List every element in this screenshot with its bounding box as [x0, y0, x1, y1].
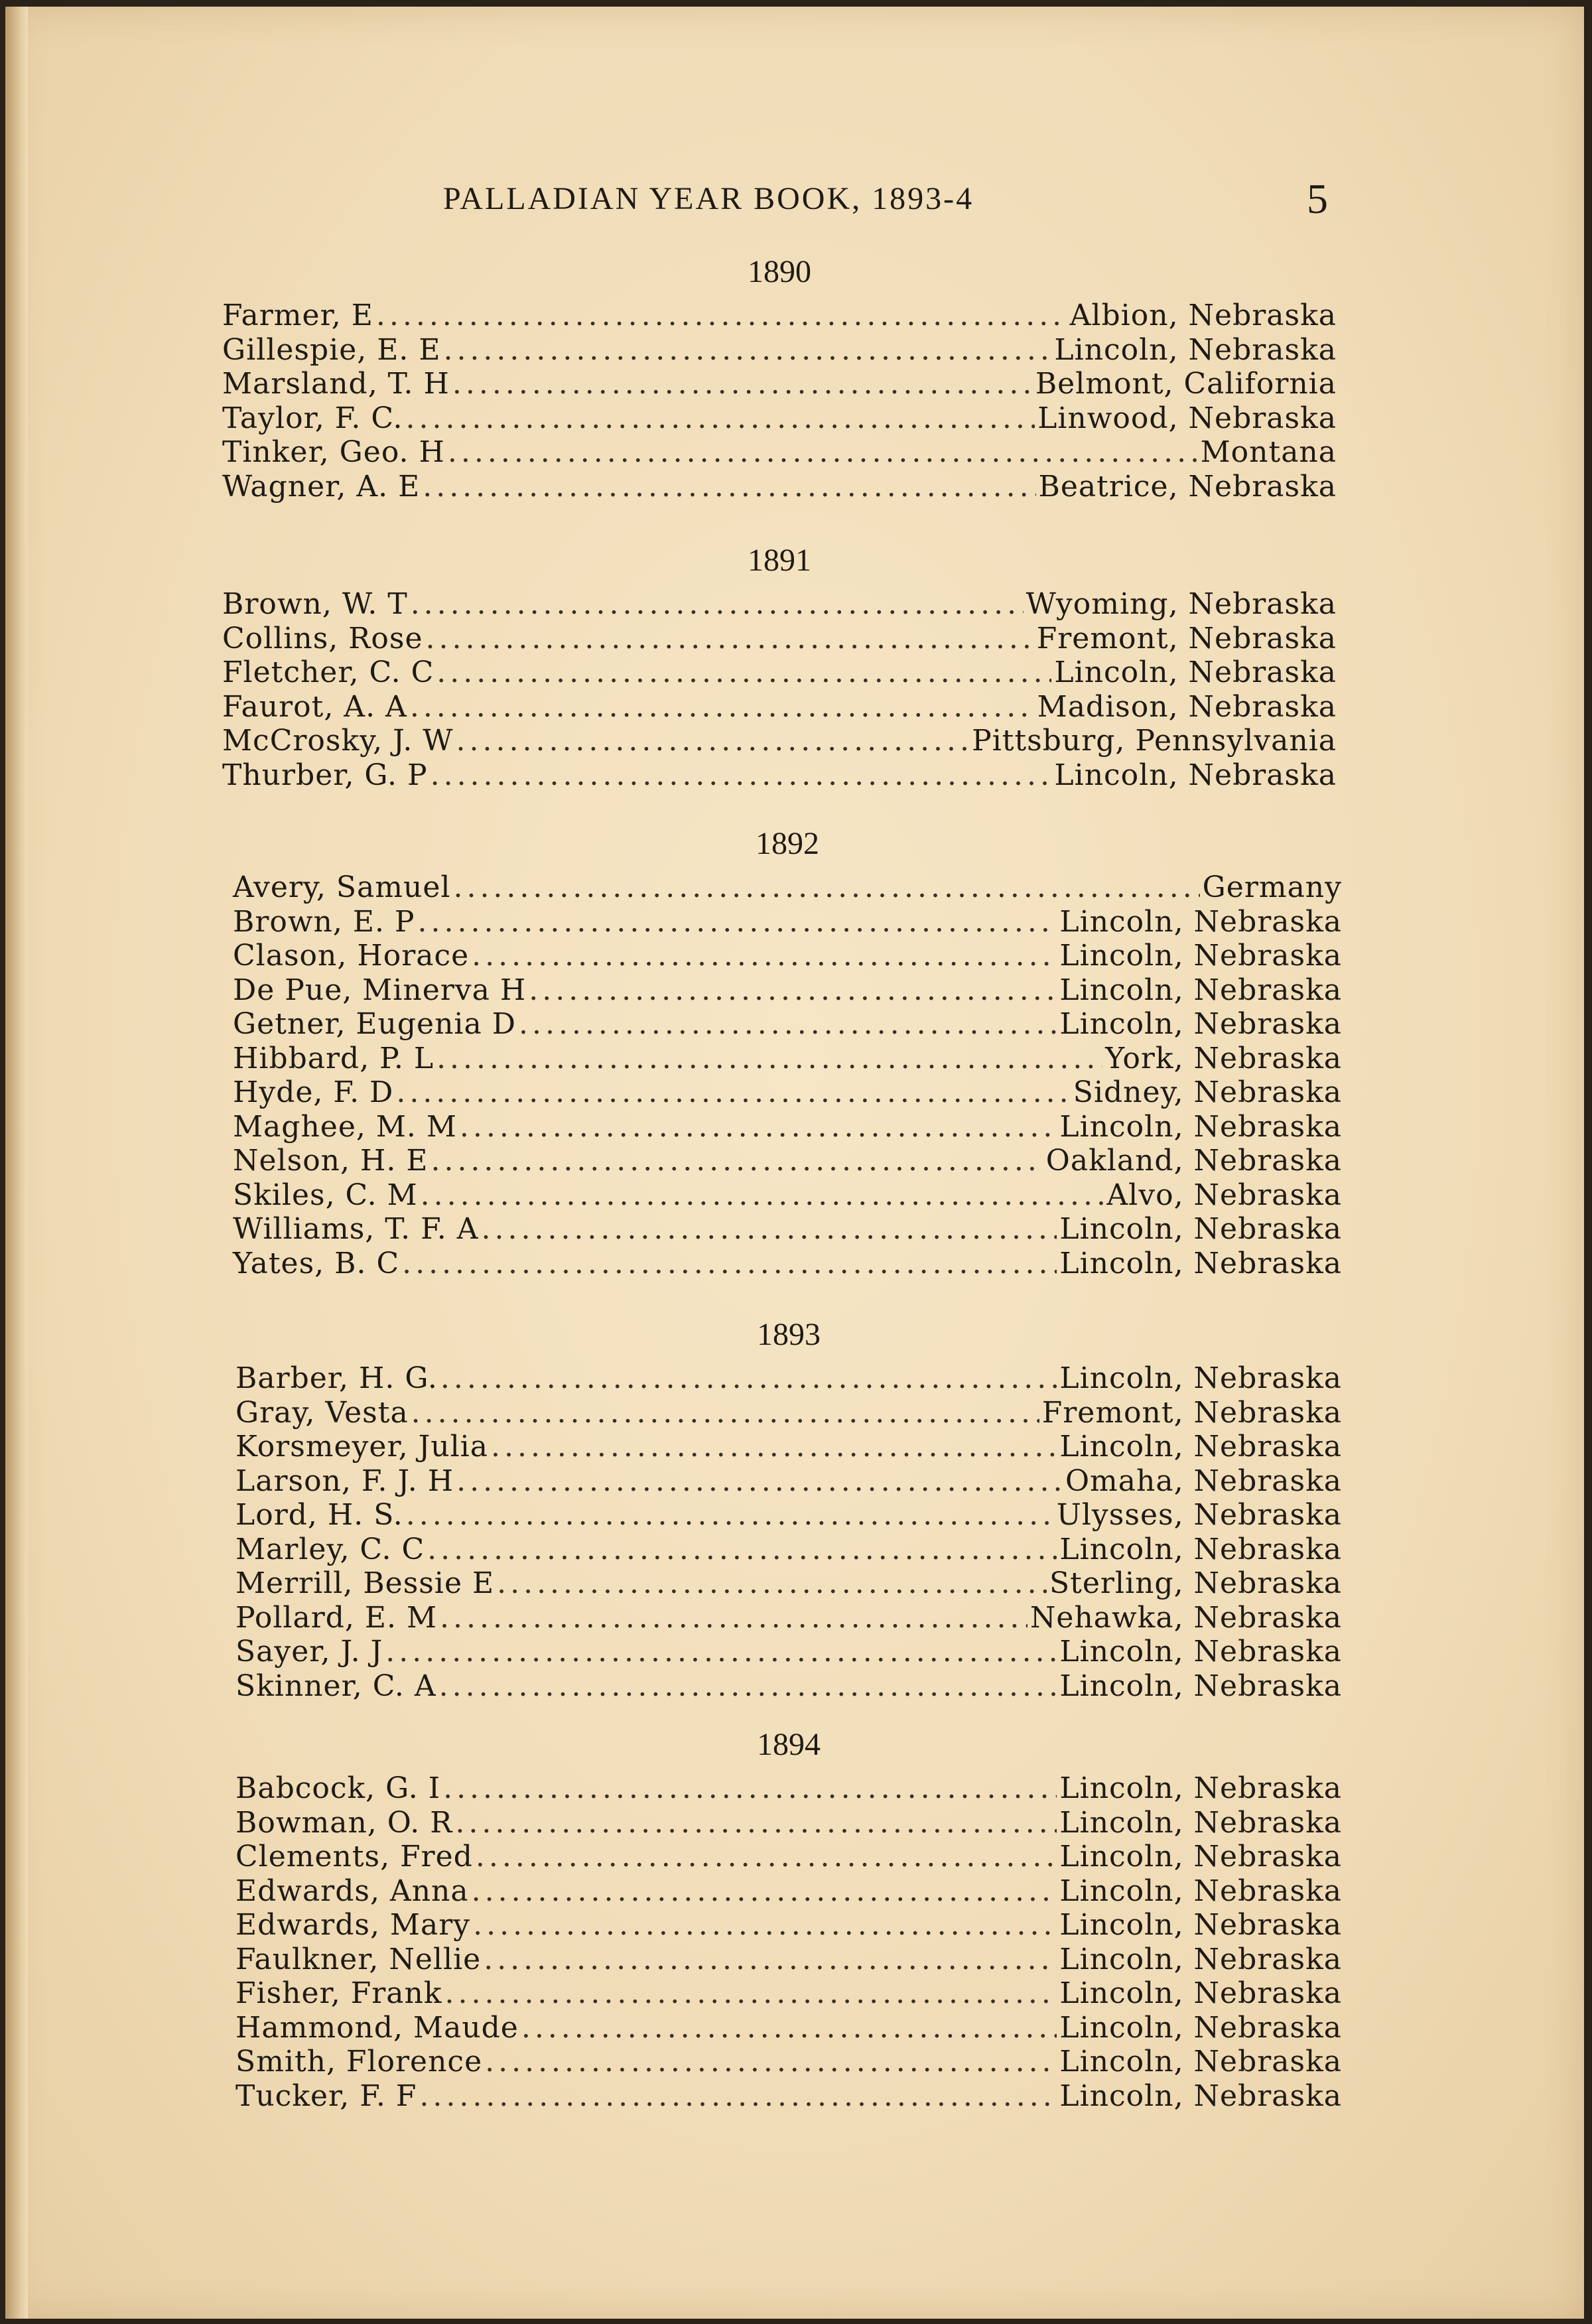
- list-item: [222, 470, 1337, 504]
- list-item: [235, 1943, 1342, 1977]
- list-item: [235, 1840, 1342, 1874]
- page-number: 5: [1307, 175, 1328, 222]
- dot-leader: [411, 587, 1024, 622]
- member-location: Lincoln, Nebraska: [1059, 2010, 1342, 2045]
- member-location: Fremont, Nebraska: [1036, 621, 1337, 655]
- member-location: Alvo, Nebraska: [1106, 1178, 1342, 1212]
- member-name: Collins, Rose: [222, 621, 423, 655]
- list-item: [222, 724, 1337, 758]
- member-location: Wyoming, Nebraska: [1026, 587, 1337, 621]
- entry-list: [235, 1361, 1342, 1703]
- member-name: Bowman, O. R: [235, 1805, 453, 1840]
- member-location: Lincoln, Nebraska: [1059, 2045, 1342, 2079]
- member-location: Fremont, Nebraska: [1041, 1395, 1342, 1430]
- dot-leader: [419, 2079, 1057, 2114]
- member-location: Lincoln, Nebraska: [1059, 1908, 1342, 1942]
- member-location: Belmont, California: [1035, 367, 1337, 401]
- entry-list: [235, 1771, 1342, 2113]
- list-item: [235, 1669, 1342, 1704]
- member-location: Lincoln, Nebraska: [1059, 973, 1342, 1007]
- member-location: Lincoln, Nebraska: [1059, 1430, 1342, 1464]
- dot-leader: [436, 1042, 1102, 1076]
- list-item: [235, 1464, 1342, 1499]
- dot-leader: [448, 435, 1198, 470]
- dot-leader: [440, 1601, 1028, 1635]
- list-item: [235, 1498, 1342, 1533]
- member-name: Avery, Samuel: [233, 870, 451, 904]
- list-item: [233, 1178, 1342, 1213]
- list-item: [233, 1007, 1342, 1042]
- entry-list: [222, 587, 1337, 792]
- dot-leader: [421, 1178, 1104, 1213]
- dot-leader: [439, 1669, 1057, 1704]
- list-item: [222, 587, 1337, 622]
- member-name: Tucker, F. F: [235, 2079, 417, 2113]
- dot-leader: [423, 470, 1035, 504]
- member-name: Edwards, Anna: [235, 1874, 469, 1908]
- member-name: Brown, W. T: [222, 587, 408, 621]
- dot-leader: [443, 1771, 1057, 1806]
- list-item: [233, 1144, 1342, 1178]
- list-item: [233, 870, 1342, 905]
- member-name: Gray, Vesta: [235, 1395, 409, 1430]
- list-item: [233, 1247, 1342, 1281]
- dot-leader: [456, 724, 970, 758]
- member-name: Fletcher, C. C: [222, 655, 434, 689]
- member-location: Lincoln, Nebraska: [1059, 1246, 1342, 1280]
- member-location: Omaha, Nebraska: [1065, 1464, 1342, 1498]
- list-item: [222, 435, 1337, 470]
- list-item: [235, 2011, 1342, 2045]
- entry-list: [233, 870, 1342, 1280]
- dot-leader: [497, 1566, 1047, 1601]
- page-header: [5, 172, 1584, 232]
- list-item: [235, 1601, 1342, 1635]
- member-name: Gillespie, E. E: [222, 332, 441, 367]
- member-name: Merrill, Bessie E: [235, 1566, 495, 1600]
- list-item: [222, 622, 1337, 656]
- year-section-1894: [235, 1718, 1342, 2113]
- member-name: Clements, Fred: [235, 1840, 473, 1874]
- member-location: Linwood, Nebraska: [1037, 401, 1337, 435]
- member-name: De Pue, Minerva H: [233, 973, 527, 1007]
- member-name: Pollard, E. M: [235, 1600, 438, 1635]
- dot-leader: [529, 973, 1057, 1008]
- member-name: Yates, B. C: [233, 1246, 400, 1280]
- member-name: Faulkner, Nellie: [235, 1942, 482, 1976]
- list-item: [235, 1908, 1342, 1943]
- list-item: [235, 1533, 1342, 1567]
- member-location: Lincoln, Nebraska: [1059, 1007, 1342, 1041]
- list-item: [233, 1075, 1342, 1110]
- member-name: Maghee, M. M: [233, 1109, 457, 1144]
- member-name: Williams, T. F. A: [233, 1212, 479, 1246]
- member-name: Hyde, F. D: [233, 1075, 394, 1109]
- book-page: [5, 7, 1584, 2319]
- dot-leader: [472, 1874, 1057, 1909]
- book-spine: [5, 7, 28, 2319]
- list-item: [233, 973, 1342, 1008]
- member-name: Fisher, Frank: [235, 1976, 442, 2010]
- list-item: [222, 758, 1337, 793]
- member-name: Edwards, Mary: [235, 1908, 471, 1942]
- list-item: [233, 1212, 1342, 1247]
- member-name: Tinker, Geo. H: [222, 435, 445, 469]
- member-location: Lincoln, Nebraska: [1059, 1212, 1342, 1246]
- dot-leader: [396, 1075, 1070, 1110]
- dot-leader: [418, 905, 1057, 939]
- year-section-1890: [222, 245, 1337, 504]
- member-location: Lincoln, Nebraska: [1059, 1874, 1342, 1908]
- member-location: Lincoln, Nebraska: [1059, 1942, 1342, 1976]
- member-name: Getner, Eugenia D: [233, 1007, 516, 1041]
- dot-leader: [485, 2045, 1057, 2079]
- dot-leader: [443, 333, 1051, 368]
- member-name: Hibbard, P. L: [233, 1041, 434, 1075]
- member-name: Faurot, A. A: [222, 689, 407, 724]
- dot-leader: [476, 1840, 1057, 1874]
- dot-leader: [455, 1806, 1057, 1840]
- dot-leader: [452, 367, 1033, 401]
- year-section-1892: [233, 817, 1342, 1280]
- member-name: Barber, H. G.: [235, 1361, 438, 1395]
- member-name: Larson, F. J. H: [235, 1464, 454, 1498]
- member-location: Lincoln, Nebraska: [1059, 2079, 1342, 2113]
- list-item: [222, 690, 1337, 724]
- dot-leader: [436, 655, 1051, 690]
- member-name: Lord, H. S.: [235, 1498, 403, 1532]
- member-location: Lincoln, Nebraska: [1059, 1771, 1342, 1805]
- member-location: Lincoln, Nebraska: [1059, 1635, 1342, 1669]
- member-name: Marley, C. C: [235, 1532, 425, 1566]
- member-location: Sterling, Nebraska: [1049, 1566, 1342, 1600]
- dot-leader: [411, 1396, 1039, 1430]
- dot-leader: [431, 1144, 1043, 1178]
- dot-leader: [426, 622, 1034, 656]
- year-heading: 1893: [757, 1317, 821, 1352]
- member-location: York, Nebraska: [1105, 1041, 1342, 1075]
- year-heading: 1890: [748, 254, 811, 289]
- dot-leader: [385, 1635, 1057, 1669]
- member-name: Korsmeyer, Julia: [235, 1430, 488, 1464]
- dot-leader: [440, 1361, 1057, 1396]
- list-item: [235, 1874, 1342, 1909]
- member-location: Nehawka, Nebraska: [1029, 1600, 1342, 1635]
- member-location: Madison, Nebraska: [1037, 689, 1337, 724]
- member-name: Farmer, E: [222, 299, 373, 332]
- list-item: [235, 2045, 1342, 2079]
- member-name: Thurber, G. P: [222, 758, 428, 792]
- member-name: Hammond, Maude: [235, 2010, 519, 2045]
- member-location: Albion, Nebraska: [1069, 299, 1337, 332]
- dot-leader: [473, 1908, 1057, 1943]
- member-location: Lincoln, Nebraska: [1059, 1532, 1342, 1566]
- member-location: Oakland, Nebraska: [1045, 1144, 1342, 1178]
- dot-leader: [491, 1430, 1057, 1464]
- member-location: Lincoln, Nebraska: [1059, 1840, 1342, 1874]
- running-title: PALLADIAN YEAR BOOK, 1893-4: [443, 181, 974, 216]
- member-name: Skiles, C. M: [233, 1178, 418, 1212]
- dot-leader: [406, 401, 1035, 436]
- list-item: [235, 1771, 1342, 1806]
- member-location: Lincoln, Nebraska: [1059, 1109, 1342, 1144]
- list-item: [233, 905, 1342, 939]
- member-name: Nelson, H. E: [233, 1144, 429, 1178]
- dot-leader: [431, 758, 1052, 793]
- member-location: Lincoln, Nebraska: [1059, 904, 1342, 939]
- list-item: [233, 939, 1342, 973]
- member-name: Skinner, C. A: [235, 1669, 436, 1703]
- dot-leader: [453, 870, 1199, 905]
- list-item: [222, 655, 1337, 690]
- member-location: Lincoln, Nebraska: [1054, 758, 1337, 792]
- member-location: Lincoln, Nebraska: [1059, 1976, 1342, 2010]
- year-heading: 1891: [748, 543, 811, 578]
- member-location: Lincoln, Nebraska: [1059, 1361, 1342, 1395]
- dot-leader: [482, 1212, 1057, 1247]
- list-item: [235, 1806, 1342, 1840]
- dot-leader: [406, 1498, 1054, 1533]
- dot-leader: [456, 1464, 1063, 1499]
- dot-leader: [376, 299, 1067, 333]
- dot-leader: [427, 1533, 1057, 1567]
- member-name: Clason, Horace: [233, 939, 470, 973]
- list-item: [235, 1566, 1342, 1601]
- member-location: Lincoln, Nebraska: [1059, 1669, 1342, 1703]
- member-name: Babcock, G. I: [235, 1771, 441, 1805]
- dot-leader: [410, 690, 1035, 724]
- list-item: [235, 1976, 1342, 2011]
- member-location: Montana: [1200, 435, 1337, 469]
- dot-leader: [402, 1247, 1057, 1281]
- entry-list: [222, 299, 1337, 504]
- year-heading: 1894: [757, 1727, 821, 1762]
- dot-leader: [460, 1110, 1057, 1144]
- list-item: [233, 1110, 1342, 1144]
- year-section-1891: [222, 534, 1337, 792]
- member-location: Lincoln, Nebraska: [1059, 939, 1342, 973]
- year-section-1893: [235, 1308, 1342, 1703]
- member-location: Sidney, Nebraska: [1073, 1075, 1342, 1109]
- dot-leader: [472, 939, 1057, 973]
- year-heading: 1892: [756, 826, 819, 861]
- list-item: [222, 333, 1337, 368]
- member-name: Marsland, T. H: [222, 367, 450, 401]
- member-location: Ulysses, Nebraska: [1056, 1498, 1342, 1532]
- member-name: Smith, Florence: [235, 2045, 483, 2079]
- member-location: Lincoln, Nebraska: [1059, 1805, 1342, 1840]
- list-item: [235, 1396, 1342, 1430]
- member-location: Lincoln, Nebraska: [1054, 332, 1337, 367]
- list-item: [235, 2079, 1342, 2114]
- member-location: Germany: [1202, 870, 1342, 904]
- list-item: [233, 1042, 1342, 1076]
- list-item: [222, 401, 1337, 436]
- dot-leader: [484, 1943, 1057, 1977]
- member-name: McCrosky, J. W: [222, 724, 454, 758]
- member-location: Lincoln, Nebraska: [1054, 655, 1337, 689]
- dot-leader: [445, 1976, 1057, 2011]
- list-item: [222, 299, 1337, 333]
- list-item: [222, 367, 1337, 401]
- member-location: Beatrice, Nebraska: [1038, 469, 1337, 504]
- list-item: [235, 1361, 1342, 1396]
- list-item: [235, 1430, 1342, 1464]
- member-name: Brown, E. P: [233, 904, 415, 939]
- member-location: Pittsburg, Pennsylvania: [972, 724, 1337, 758]
- dot-leader: [521, 2011, 1057, 2045]
- dot-leader: [519, 1007, 1057, 1042]
- member-name: Taylor, F. C.: [222, 401, 403, 435]
- member-name: Wagner, A. E: [222, 469, 421, 504]
- list-item: [235, 1635, 1342, 1669]
- member-name: Sayer, J. J: [235, 1635, 383, 1669]
